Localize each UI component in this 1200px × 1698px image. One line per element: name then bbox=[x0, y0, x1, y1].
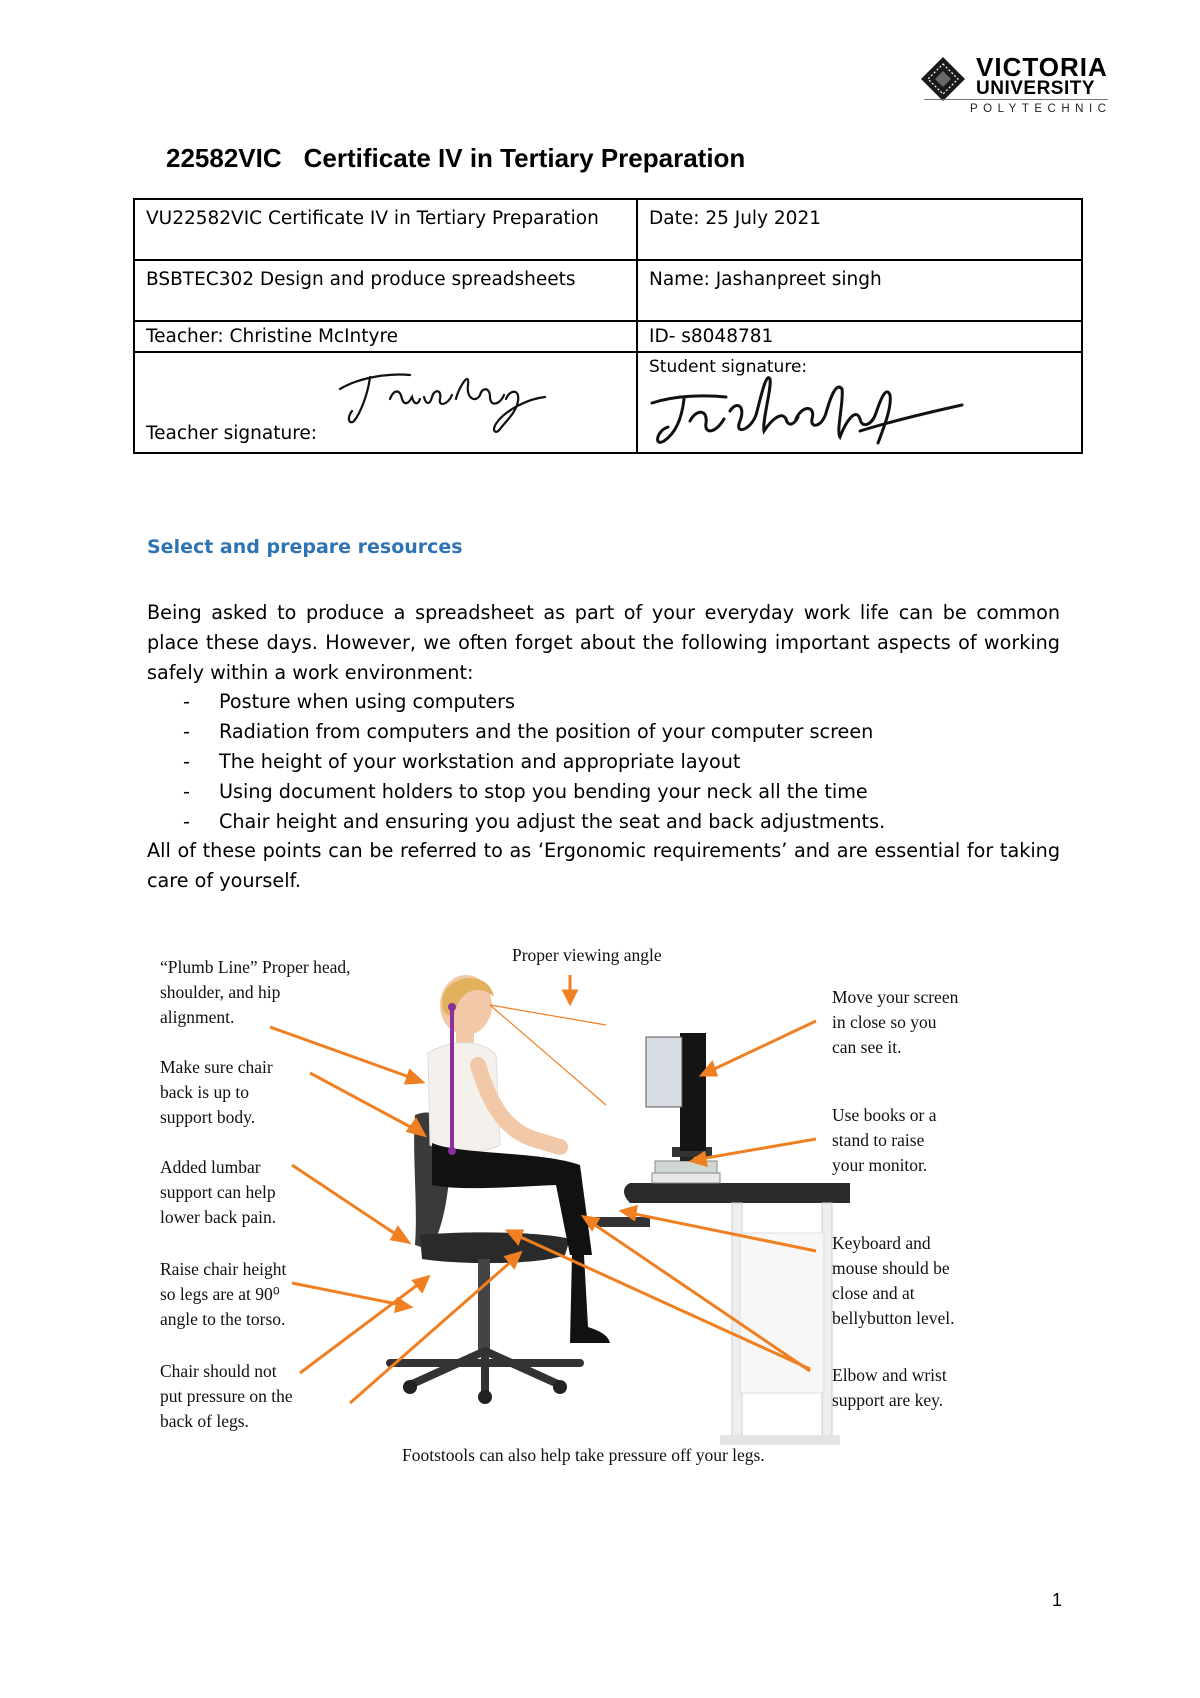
date-cell: Date: 25 July 2021 bbox=[637, 199, 1082, 260]
student-signature-cell bbox=[637, 352, 1082, 453]
page-number: 1 bbox=[1052, 1590, 1063, 1610]
viewing-angle-caption: Proper viewing angle bbox=[512, 945, 662, 965]
ergonomics-figure bbox=[160, 945, 1060, 1475]
plumb-line-caption: “Plumb Line” Proper head, shoulder, and hip alignment. bbox=[160, 957, 351, 1027]
list-item: - Chair height and ensuring you adjust the seat and back adjustments. bbox=[183, 809, 886, 833]
teacher-signature-cell bbox=[134, 352, 637, 453]
keyboard-caption: Keyboard and mouse should be close and at bellybutton level. bbox=[832, 1233, 955, 1328]
desk-illustration bbox=[580, 1033, 850, 1445]
logo-divider bbox=[924, 99, 1108, 100]
id-cell: ID- s8048781 bbox=[637, 321, 1082, 352]
person-illustration bbox=[428, 975, 610, 1343]
teacher-signature bbox=[330, 359, 560, 439]
student-signature-label: Student signature: bbox=[649, 357, 808, 377]
document-title bbox=[166, 143, 745, 174]
chair-pressure-caption: Chair should not put pressure on the back of legs. bbox=[160, 1361, 293, 1431]
list-item: - The height of your workstation and appropriate layout bbox=[183, 749, 741, 773]
list-item: - Posture when using computers bbox=[183, 690, 516, 714]
student-signature bbox=[646, 361, 966, 453]
name-cell: Name: Jashanpreet singh bbox=[637, 260, 1082, 321]
course-cell: VU22582VIC Certificate IV in Tertiary Preparation bbox=[134, 199, 637, 260]
teacher-signature-label: Teacher signature: bbox=[146, 423, 318, 444]
chair-back-caption: Make sure chair back is up to support body. bbox=[160, 1057, 273, 1127]
monitor-stand-caption: Use books or a stand to raise your monitor. bbox=[832, 1105, 937, 1175]
logo-line-2: UNIVERSITY bbox=[976, 78, 1096, 99]
logo-line-1: VICTORIA bbox=[976, 52, 1108, 82]
unit-cell: BSBTEC302 Design and produce spreadsheets bbox=[134, 260, 637, 321]
list-item: - Using document holders to stop you bending your neck all the time bbox=[183, 779, 868, 803]
bullet-list bbox=[147, 687, 1060, 836]
university-logo bbox=[920, 50, 1110, 120]
logo-mark-icon bbox=[920, 56, 966, 102]
course-code: 22582VIC bbox=[166, 143, 282, 173]
list-item: - Radiation from computers and the position of your computer screen bbox=[183, 720, 874, 744]
logo-line-3: POLYTECHNIC bbox=[970, 103, 1112, 115]
screen-caption: Move your screen in close so you can see it. bbox=[832, 987, 959, 1057]
intro-paragraph: Being asked to produce a spreadsheet as part of your everyday work life can be common place these days. However, we often forget about the following important aspects of working safely within a work environment: bbox=[147, 601, 1060, 684]
section-body bbox=[147, 598, 1060, 896]
section-heading: Select and prepare resources bbox=[147, 536, 463, 558]
footstools-caption: Footstools can also help take pressure off your legs. bbox=[402, 1445, 765, 1465]
chair-height-caption: Raise chair height so legs are at 90⁰ angle to the torso. bbox=[160, 1259, 287, 1329]
info-table bbox=[133, 198, 1083, 454]
course-name: Certificate IV in Tertiary Preparation bbox=[303, 143, 746, 173]
elbow-caption: Elbow and wrist support are key. bbox=[832, 1365, 947, 1410]
lumbar-caption: Added lumbar support can help lower back pain. bbox=[160, 1157, 277, 1227]
teacher-cell: Teacher: Christine McIntyre bbox=[134, 321, 637, 352]
closing-paragraph: All of these points can be referred to as ‘Ergonomic requirements’ and are essential for taking care of yourself. bbox=[147, 839, 1060, 893]
